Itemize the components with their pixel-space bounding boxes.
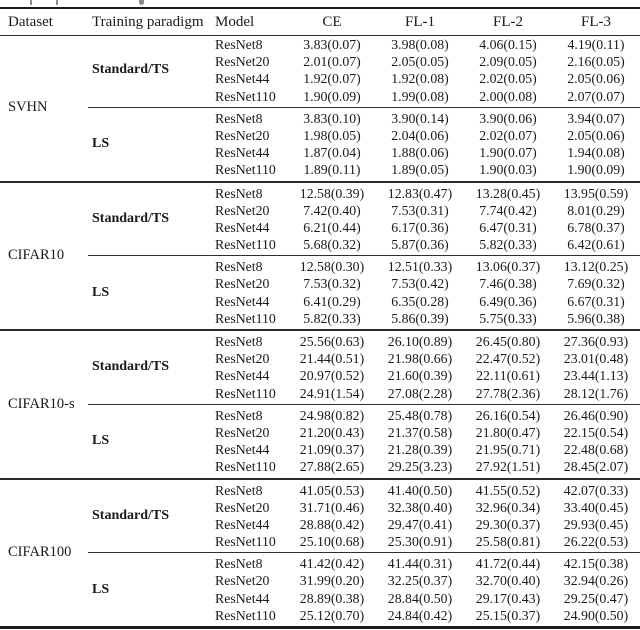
paradigm-rows bbox=[210, 555, 640, 624]
value-cell-fl3: 23.01(0.48) bbox=[563, 351, 629, 367]
value-cell-fl3: 1.90(0.09) bbox=[567, 162, 625, 178]
value-cell-fl2: 21.95(0.71) bbox=[475, 442, 541, 458]
paradigm-group bbox=[86, 333, 640, 402]
table-bottom-rule bbox=[0, 626, 640, 629]
dataset-separator-rule bbox=[0, 329, 640, 331]
value-cell-fl3: 29.25(0.47) bbox=[563, 590, 629, 606]
training-paradigm-label: Standard/TS bbox=[92, 62, 170, 78]
value-cell-ce: 1.87(0.04) bbox=[303, 145, 361, 161]
table-row bbox=[210, 499, 640, 516]
value-cell-fl3: 13.12(0.25) bbox=[563, 259, 629, 275]
col-header-dataset: Dataset bbox=[8, 13, 53, 30]
table-row bbox=[210, 407, 640, 424]
model-cell: ResNet8 bbox=[215, 407, 263, 423]
training-paradigm-label: Standard/TS bbox=[92, 359, 170, 375]
value-cell-fl2: 27.92(1.51) bbox=[475, 459, 541, 475]
dataset-body bbox=[86, 185, 640, 328]
dataset-column bbox=[0, 333, 86, 476]
value-cell-fl1: 28.84(0.50) bbox=[387, 590, 453, 606]
value-cell-fl2: 25.58(0.81) bbox=[475, 534, 541, 550]
model-cell: ResNet110 bbox=[215, 459, 276, 475]
value-cell-ce: 1.89(0.11) bbox=[303, 162, 361, 178]
training-paradigm-label: Standard/TS bbox=[92, 210, 170, 226]
paradigm-rows bbox=[210, 482, 640, 551]
value-cell-fl2: 1.90(0.03) bbox=[479, 162, 537, 178]
table-row bbox=[210, 385, 640, 402]
model-cell: ResNet20 bbox=[215, 351, 270, 367]
table-row bbox=[210, 441, 640, 458]
value-cell-ce: 21.09(0.37) bbox=[299, 442, 365, 458]
value-cell-ce: 6.41(0.29) bbox=[303, 293, 361, 309]
value-cell-fl1: 27.08(2.28) bbox=[387, 385, 453, 401]
paradigm-group bbox=[86, 555, 640, 624]
table-row bbox=[210, 572, 640, 589]
value-cell-fl1: 1.99(0.08) bbox=[391, 88, 449, 104]
training-paradigm-label: LS bbox=[92, 581, 110, 597]
value-cell-ce: 41.42(0.42) bbox=[299, 556, 365, 572]
value-cell-fl3: 6.42(0.61) bbox=[567, 237, 625, 253]
value-cell-fl3: 22.15(0.54) bbox=[563, 424, 629, 440]
model-cell: ResNet8 bbox=[215, 37, 263, 52]
dataset-column bbox=[0, 36, 86, 179]
model-cell: ResNet20 bbox=[215, 499, 270, 515]
value-cell-fl3: 2.05(0.06) bbox=[567, 127, 625, 143]
value-cell-ce: 25.10(0.68) bbox=[299, 534, 365, 550]
value-cell-fl1: 2.05(0.05) bbox=[391, 54, 449, 70]
col-header-fl1: FL-1 bbox=[405, 13, 435, 30]
value-cell-ce: 25.12(0.70) bbox=[299, 607, 365, 623]
model-cell: ResNet44 bbox=[215, 590, 270, 606]
paradigm-rows bbox=[210, 185, 640, 254]
value-cell-fl3: 7.69(0.32) bbox=[567, 276, 625, 292]
value-cell-fl3: 4.19(0.11) bbox=[567, 37, 625, 52]
value-cell-ce: 7.42(0.40) bbox=[303, 202, 361, 218]
value-cell-fl1: 21.98(0.66) bbox=[387, 351, 453, 367]
value-cell-fl3: 3.94(0.07) bbox=[567, 110, 625, 126]
value-cell-ce: 12.58(0.39) bbox=[299, 185, 365, 201]
value-cell-fl2: 29.30(0.37) bbox=[475, 516, 541, 532]
table-row bbox=[210, 236, 640, 253]
value-cell-ce: 24.91(1.54) bbox=[299, 385, 365, 401]
model-cell: ResNet44 bbox=[215, 219, 270, 235]
paradigm-column bbox=[86, 333, 210, 402]
table-row bbox=[210, 555, 640, 572]
value-cell-fl2: 13.28(0.45) bbox=[475, 185, 541, 201]
dataset-label: CIFAR10 bbox=[8, 247, 65, 264]
value-cell-fl1: 5.87(0.36) bbox=[391, 237, 449, 253]
paradigm-column bbox=[86, 555, 210, 624]
model-cell: ResNet20 bbox=[215, 276, 270, 292]
value-cell-fl3: 5.96(0.38) bbox=[567, 310, 625, 326]
col-header-fl2: FL-2 bbox=[493, 13, 523, 30]
model-cell: ResNet44 bbox=[215, 293, 270, 309]
table-row bbox=[210, 533, 640, 550]
training-paradigm-label: LS bbox=[92, 433, 110, 449]
col-header-fl3: FL-3 bbox=[581, 13, 611, 30]
table-row bbox=[210, 275, 640, 292]
value-cell-fl1: 6.17(0.36) bbox=[391, 219, 449, 235]
table-row bbox=[210, 70, 640, 87]
table-row bbox=[210, 36, 640, 53]
caption-descender-mark bbox=[30, 0, 32, 5]
model-cell: ResNet8 bbox=[215, 556, 263, 572]
paradigm-group bbox=[86, 185, 640, 254]
value-cell-fl2: 2.09(0.05) bbox=[479, 54, 537, 70]
table-row bbox=[210, 333, 640, 350]
table-row bbox=[210, 482, 640, 499]
model-cell: ResNet44 bbox=[215, 516, 270, 532]
table-row bbox=[210, 590, 640, 607]
paradigm-column bbox=[86, 185, 210, 254]
value-cell-fl3: 29.93(0.45) bbox=[563, 516, 629, 532]
table-row bbox=[210, 310, 640, 327]
paradigm-rows bbox=[210, 333, 640, 402]
value-cell-fl1: 25.48(0.78) bbox=[387, 407, 453, 423]
model-cell: ResNet20 bbox=[215, 127, 270, 143]
value-cell-fl3: 6.78(0.37) bbox=[567, 219, 625, 235]
value-cell-fl2: 3.90(0.06) bbox=[479, 110, 537, 126]
value-cell-fl1: 32.38(0.40) bbox=[387, 499, 453, 515]
value-cell-fl3: 33.40(0.45) bbox=[563, 499, 629, 515]
value-cell-fl1: 29.47(0.41) bbox=[387, 516, 453, 532]
model-cell: ResNet110 bbox=[215, 607, 276, 623]
dataset-label: SVHN bbox=[8, 98, 48, 115]
value-cell-fl1: 21.28(0.39) bbox=[387, 442, 453, 458]
dataset-separator-rule bbox=[0, 478, 640, 480]
value-cell-fl2: 4.06(0.15) bbox=[479, 37, 537, 52]
paradigm-column bbox=[86, 258, 210, 327]
paradigm-rows bbox=[210, 36, 640, 105]
value-cell-fl1: 41.40(0.50) bbox=[387, 482, 453, 498]
value-cell-fl3: 2.16(0.05) bbox=[567, 54, 625, 70]
value-cell-fl2: 2.02(0.07) bbox=[479, 127, 537, 143]
dataset-label: CIFAR100 bbox=[8, 544, 72, 561]
value-cell-ce: 28.89(0.38) bbox=[299, 590, 365, 606]
dataset-block bbox=[0, 185, 640, 328]
table-row bbox=[210, 367, 640, 384]
value-cell-fl1: 12.51(0.33) bbox=[387, 259, 453, 275]
dataset-body bbox=[86, 333, 640, 476]
value-cell-fl2: 1.90(0.07) bbox=[479, 145, 537, 161]
dataset-label: CIFAR10-s bbox=[8, 395, 75, 412]
paradigm-column bbox=[86, 36, 210, 105]
value-cell-fl2: 2.02(0.05) bbox=[479, 71, 537, 87]
value-cell-fl3: 42.07(0.33) bbox=[563, 482, 629, 498]
value-cell-fl2: 22.11(0.61) bbox=[476, 368, 540, 384]
dataset-block bbox=[0, 333, 640, 476]
table-row bbox=[210, 424, 640, 441]
value-cell-fl3: 2.07(0.07) bbox=[567, 88, 625, 104]
paradigm-group bbox=[86, 407, 640, 476]
value-cell-fl2: 6.49(0.36) bbox=[479, 293, 537, 309]
model-cell: ResNet44 bbox=[215, 71, 270, 87]
table-row bbox=[210, 144, 640, 161]
value-cell-fl2: 7.46(0.38) bbox=[479, 276, 537, 292]
value-cell-fl2: 25.15(0.37) bbox=[475, 607, 541, 623]
value-cell-fl2: 7.74(0.42) bbox=[479, 202, 537, 218]
table-row bbox=[210, 219, 640, 236]
dataset-block bbox=[0, 36, 640, 179]
value-cell-fl3: 22.48(0.68) bbox=[563, 442, 629, 458]
value-cell-fl2: 5.82(0.33) bbox=[479, 237, 537, 253]
caption-descender-mark bbox=[56, 0, 58, 5]
value-cell-ce: 1.92(0.07) bbox=[303, 71, 361, 87]
paradigm-column bbox=[86, 482, 210, 551]
table-row bbox=[210, 127, 640, 144]
value-cell-fl3: 26.22(0.53) bbox=[563, 534, 629, 550]
model-cell: ResNet110 bbox=[215, 310, 276, 326]
value-cell-fl2: 21.80(0.47) bbox=[475, 424, 541, 440]
value-cell-fl1: 3.98(0.08) bbox=[391, 37, 449, 52]
value-cell-fl3: 24.90(0.50) bbox=[563, 607, 629, 623]
value-cell-ce: 7.53(0.32) bbox=[303, 276, 361, 292]
value-cell-fl3: 28.12(1.76) bbox=[563, 385, 629, 401]
table-row bbox=[210, 202, 640, 219]
training-paradigm-label: LS bbox=[92, 136, 110, 152]
value-cell-fl1: 24.84(0.42) bbox=[387, 607, 453, 623]
model-cell: ResNet110 bbox=[215, 385, 276, 401]
value-cell-fl2: 5.75(0.33) bbox=[479, 310, 537, 326]
value-cell-fl2: 2.00(0.08) bbox=[479, 88, 537, 104]
value-cell-fl3: 26.46(0.90) bbox=[563, 407, 629, 423]
dataset-separator-rule bbox=[0, 181, 640, 183]
model-cell: ResNet8 bbox=[215, 110, 263, 126]
value-cell-fl1: 5.86(0.39) bbox=[391, 310, 449, 326]
model-cell: ResNet8 bbox=[215, 259, 263, 275]
table-row bbox=[210, 88, 640, 105]
value-cell-fl3: 27.36(0.93) bbox=[563, 334, 629, 349]
dataset-body bbox=[86, 36, 640, 179]
value-cell-ce: 31.99(0.20) bbox=[299, 573, 365, 589]
value-cell-ce: 2.01(0.07) bbox=[303, 54, 361, 70]
value-cell-fl2: 13.06(0.37) bbox=[475, 259, 541, 275]
paradigm-group bbox=[86, 258, 640, 327]
training-paradigm-label: Standard/TS bbox=[92, 507, 170, 523]
value-cell-ce: 1.98(0.05) bbox=[303, 127, 361, 143]
dataset-body bbox=[86, 482, 640, 625]
model-cell: ResNet110 bbox=[215, 237, 276, 253]
value-cell-fl3: 2.05(0.06) bbox=[567, 71, 625, 87]
value-cell-ce: 6.21(0.44) bbox=[303, 219, 361, 235]
value-cell-ce: 27.88(2.65) bbox=[299, 459, 365, 475]
table-row bbox=[210, 258, 640, 275]
model-cell: ResNet20 bbox=[215, 573, 270, 589]
value-cell-fl3: 28.45(2.07) bbox=[563, 459, 629, 475]
model-cell: ResNet110 bbox=[215, 162, 276, 178]
value-cell-fl2: 41.72(0.44) bbox=[475, 556, 541, 572]
value-cell-fl2: 29.17(0.43) bbox=[475, 590, 541, 606]
paradigm-rows bbox=[210, 110, 640, 179]
model-cell: ResNet20 bbox=[215, 54, 270, 70]
model-cell: ResNet8 bbox=[215, 185, 263, 201]
table-row bbox=[210, 161, 640, 178]
table-row bbox=[210, 185, 640, 202]
dataset-column bbox=[0, 482, 86, 625]
training-paradigm-label: LS bbox=[92, 284, 110, 300]
value-cell-fl1: 41.44(0.31) bbox=[387, 556, 453, 572]
value-cell-ce: 3.83(0.10) bbox=[303, 110, 361, 126]
value-cell-ce: 41.05(0.53) bbox=[299, 482, 365, 498]
model-cell: ResNet44 bbox=[215, 145, 270, 161]
paradigm-column bbox=[86, 407, 210, 476]
value-cell-fl2: 22.47(0.52) bbox=[475, 351, 541, 367]
value-cell-ce: 21.20(0.43) bbox=[299, 424, 365, 440]
value-cell-fl1: 1.88(0.06) bbox=[391, 145, 449, 161]
model-cell: ResNet20 bbox=[215, 202, 270, 218]
value-cell-ce: 3.83(0.07) bbox=[303, 37, 361, 52]
value-cell-fl2: 26.45(0.80) bbox=[475, 334, 541, 349]
value-cell-fl1: 29.25(3.23) bbox=[387, 459, 453, 475]
paradigm-group bbox=[86, 110, 640, 179]
model-cell: ResNet44 bbox=[215, 442, 270, 458]
table-body bbox=[0, 36, 640, 624]
value-cell-fl1: 32.25(0.37) bbox=[387, 573, 453, 589]
paradigm-rows bbox=[210, 407, 640, 476]
table-row bbox=[210, 607, 640, 624]
table-row bbox=[210, 350, 640, 367]
paradigm-column bbox=[86, 110, 210, 179]
value-cell-fl1: 2.04(0.06) bbox=[391, 127, 449, 143]
model-cell: ResNet44 bbox=[215, 368, 270, 384]
paradigm-separator-rule bbox=[88, 107, 640, 108]
paradigm-group bbox=[86, 36, 640, 105]
model-cell: ResNet110 bbox=[215, 534, 276, 550]
caption-descender-mark bbox=[139, 0, 144, 5]
paradigm-rows bbox=[210, 258, 640, 327]
model-cell: ResNet8 bbox=[215, 334, 263, 349]
dataset-block bbox=[0, 482, 640, 625]
value-cell-fl2: 26.16(0.54) bbox=[475, 407, 541, 423]
table-row bbox=[210, 110, 640, 127]
value-cell-fl2: 6.47(0.31) bbox=[479, 219, 537, 235]
value-cell-ce: 1.90(0.09) bbox=[303, 88, 361, 104]
value-cell-ce: 5.68(0.32) bbox=[303, 237, 361, 253]
model-cell: ResNet8 bbox=[215, 482, 263, 498]
value-cell-fl2: 32.96(0.34) bbox=[475, 499, 541, 515]
clipped-caption-fragment bbox=[0, 0, 640, 7]
value-cell-fl3: 1.94(0.08) bbox=[567, 145, 625, 161]
table-row bbox=[210, 516, 640, 533]
paradigm-separator-rule bbox=[88, 255, 640, 256]
value-cell-fl1: 25.30(0.91) bbox=[387, 534, 453, 550]
table-row bbox=[210, 293, 640, 310]
value-cell-ce: 20.97(0.52) bbox=[299, 368, 365, 384]
value-cell-ce: 21.44(0.51) bbox=[299, 351, 365, 367]
value-cell-ce: 24.98(0.82) bbox=[299, 407, 365, 423]
value-cell-fl1: 26.10(0.89) bbox=[387, 334, 453, 349]
value-cell-fl1: 7.53(0.42) bbox=[391, 276, 449, 292]
value-cell-fl1: 21.37(0.58) bbox=[387, 424, 453, 440]
value-cell-fl1: 21.60(0.39) bbox=[387, 368, 453, 384]
value-cell-ce: 31.71(0.46) bbox=[299, 499, 365, 515]
value-cell-fl3: 13.95(0.59) bbox=[563, 185, 629, 201]
value-cell-fl1: 1.92(0.08) bbox=[391, 71, 449, 87]
value-cell-ce: 25.56(0.63) bbox=[299, 334, 365, 349]
paradigm-separator-rule bbox=[88, 552, 640, 553]
value-cell-fl1: 3.90(0.14) bbox=[391, 110, 449, 126]
value-cell-fl2: 27.78(2.36) bbox=[475, 385, 541, 401]
value-cell-fl1: 12.83(0.47) bbox=[387, 185, 453, 201]
value-cell-fl1: 6.35(0.28) bbox=[391, 293, 449, 309]
value-cell-fl3: 23.44(1.13) bbox=[563, 368, 629, 384]
paradigm-separator-rule bbox=[88, 404, 640, 405]
model-cell: ResNet110 bbox=[215, 88, 276, 104]
value-cell-ce: 12.58(0.30) bbox=[299, 259, 365, 275]
value-cell-fl3: 8.01(0.29) bbox=[567, 202, 625, 218]
col-header-ce: CE bbox=[322, 13, 342, 30]
value-cell-fl2: 32.70(0.40) bbox=[475, 573, 541, 589]
value-cell-fl3: 42.15(0.38) bbox=[563, 556, 629, 572]
table-header-row bbox=[0, 9, 640, 35]
value-cell-fl3: 32.94(0.26) bbox=[563, 573, 629, 589]
value-cell-ce: 28.88(0.42) bbox=[299, 516, 365, 532]
value-cell-fl2: 41.55(0.52) bbox=[475, 482, 541, 498]
col-header-training-paradigm: Training paradigm bbox=[92, 13, 204, 30]
col-header-model: Model bbox=[215, 13, 255, 30]
dataset-column bbox=[0, 185, 86, 328]
value-cell-fl1: 7.53(0.31) bbox=[391, 202, 449, 218]
model-cell: ResNet20 bbox=[215, 424, 270, 440]
table-row bbox=[210, 53, 640, 70]
table-row bbox=[210, 458, 640, 475]
value-cell-fl3: 6.67(0.31) bbox=[567, 293, 625, 309]
value-cell-ce: 5.82(0.33) bbox=[303, 310, 361, 326]
paradigm-group bbox=[86, 482, 640, 551]
value-cell-fl1: 1.89(0.05) bbox=[391, 162, 449, 178]
